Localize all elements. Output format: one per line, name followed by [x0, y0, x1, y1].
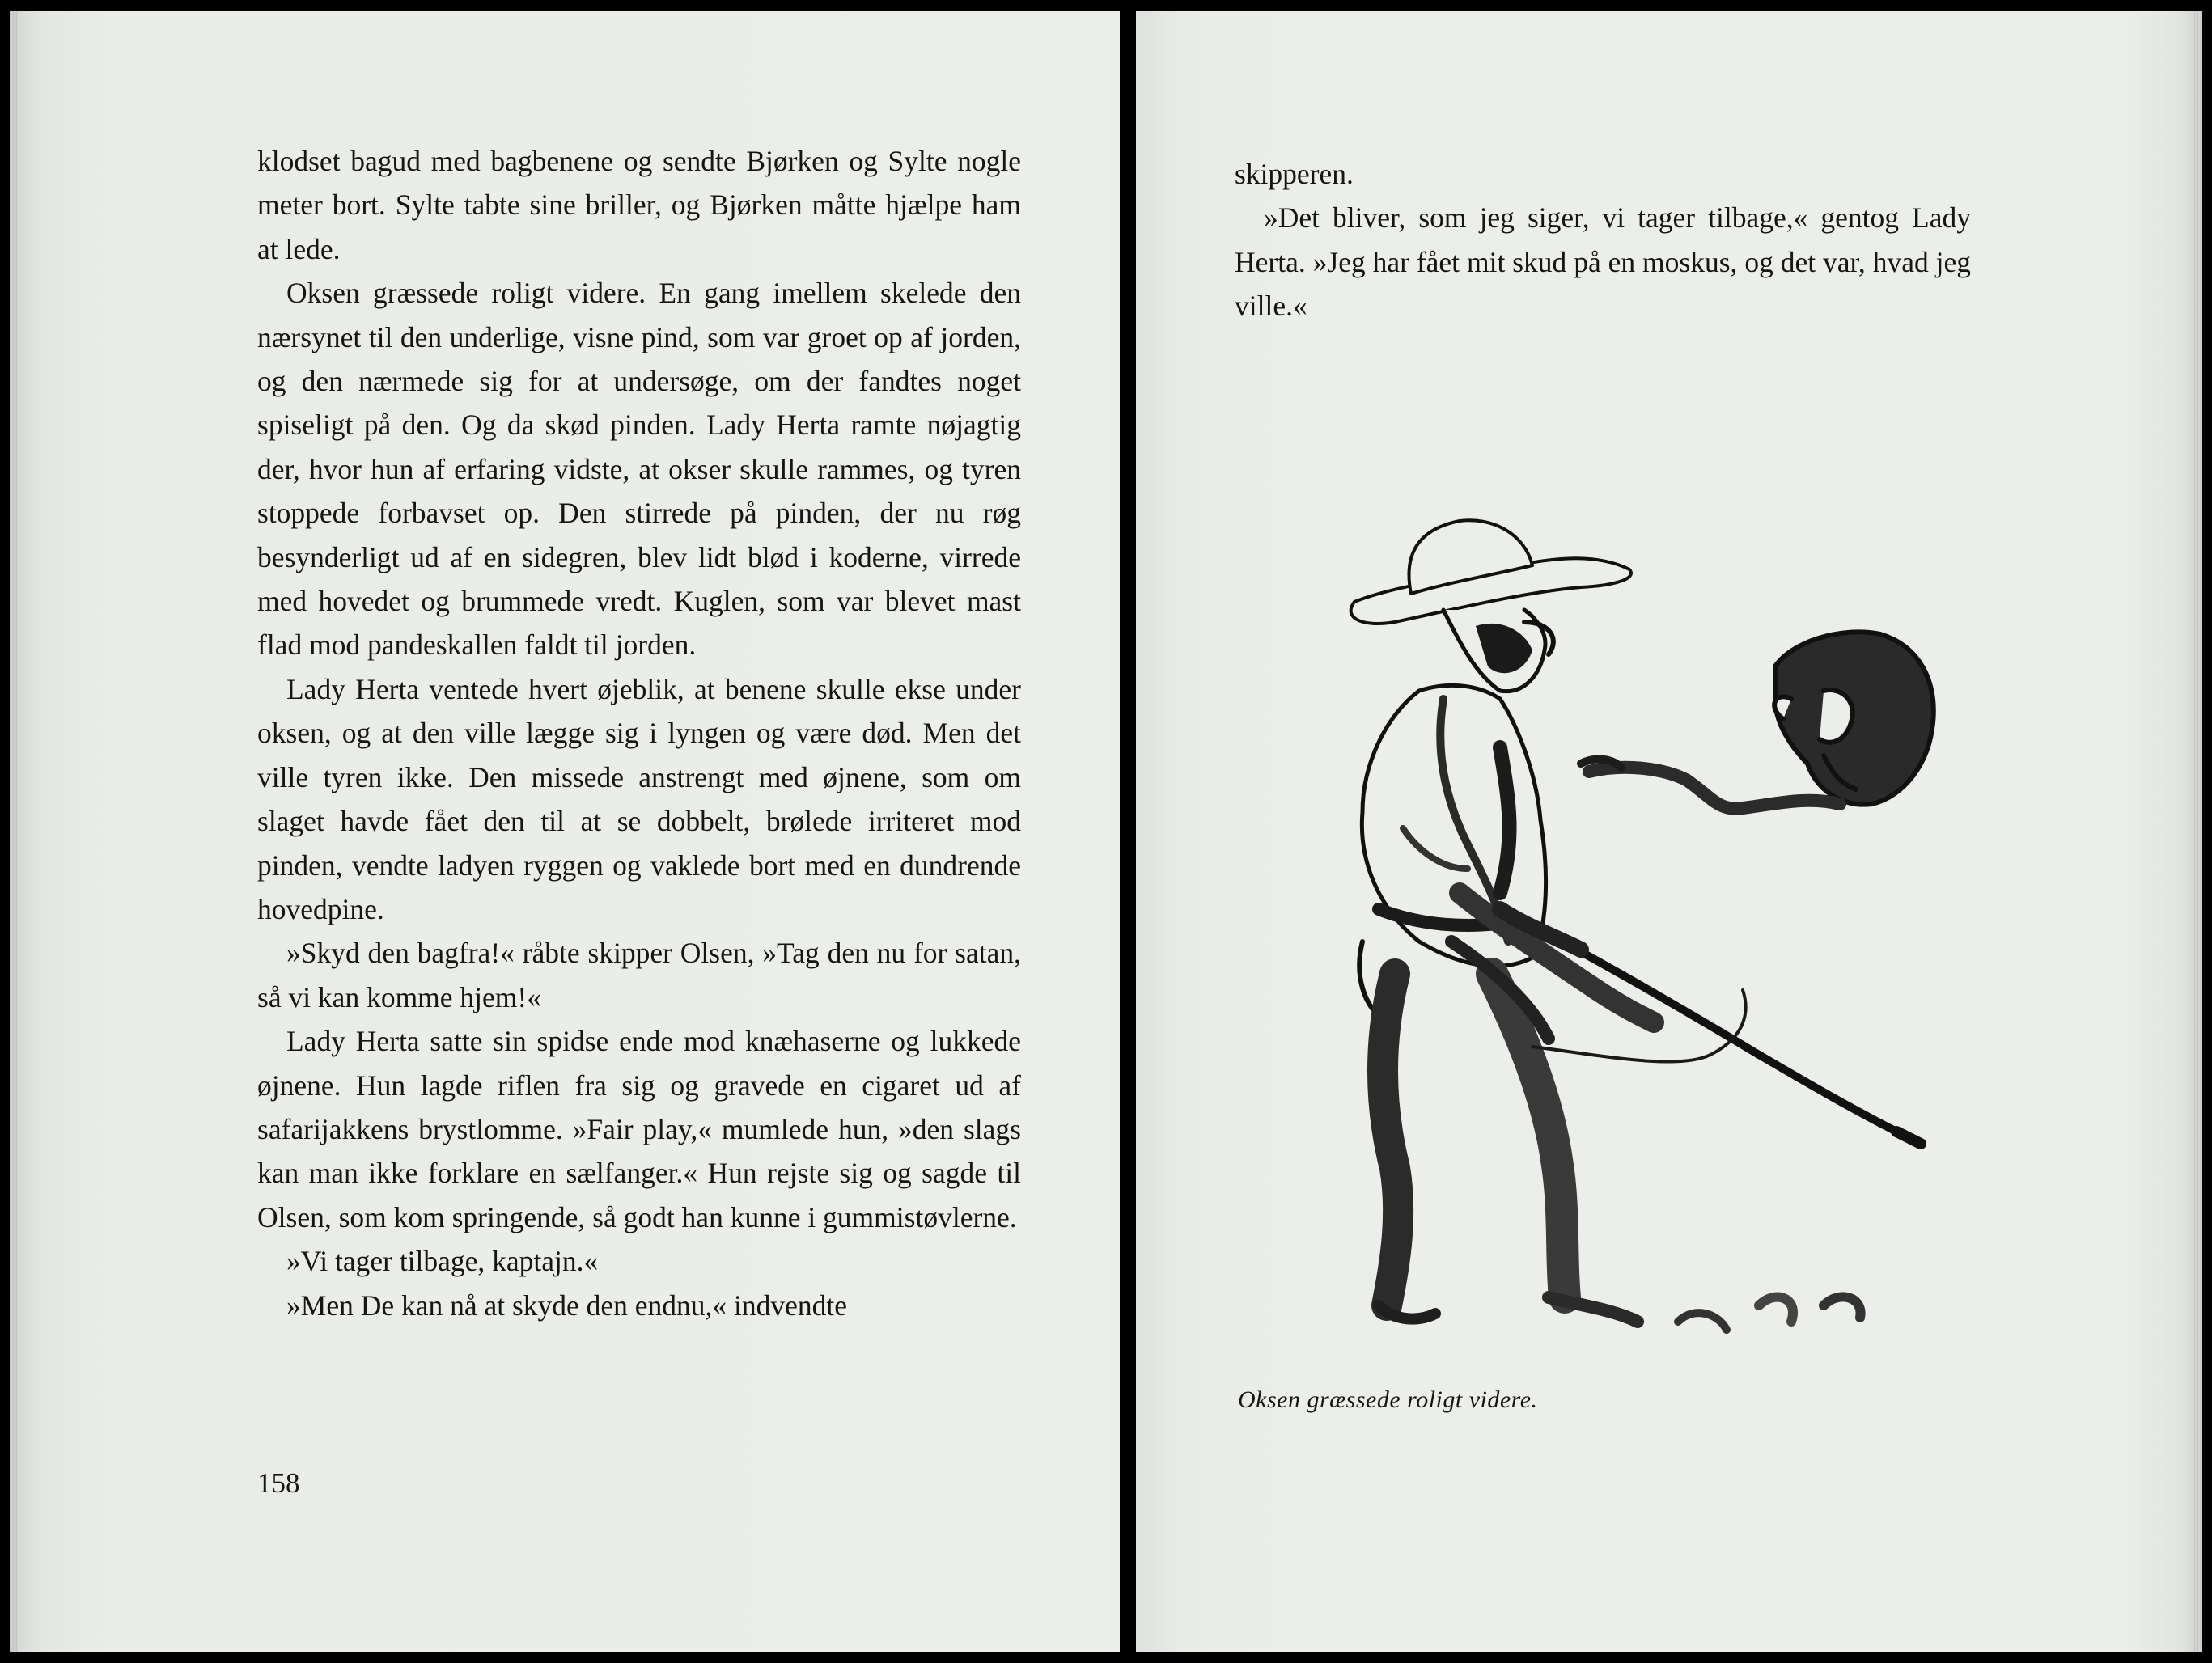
left-page: [10, 11, 1120, 1652]
paragraph: klodset bagud med bagbenene og sendte Bjørken og Sylte nogle meter bort. Sylte tabte sine briller, og Bjørken måtte hjælpe ham at lede.: [257, 145, 1021, 265]
left-leg: [1383, 974, 1398, 1305]
right-page-text: [1235, 152, 1971, 328]
page-number: 158: [257, 1467, 300, 1499]
smoke-trail: [1589, 768, 1840, 809]
left-page-text: [257, 139, 1021, 1327]
paragraph: »Skyd den bagfra!« råbte skipper Olsen, »Tag den nu for satan, så vi kan komme hjem!«: [257, 937, 1021, 1013]
paragraph: »Men De kan nå at skyde den endnu,« indvendte: [286, 1289, 848, 1322]
page-edge: [2194, 11, 2202, 1652]
paragraph: »Det bliver, som jeg siger, vi tager tilbage,« gentog Lady Herta. »Jeg har fået mit skud på en moskus, og det var, hvad jeg ville.«: [1235, 201, 1971, 323]
paragraph: skipperen.: [1235, 158, 1354, 190]
paragraph: Oksen græssede roligt videre. En gang imellem skelede den nærsynet til den underlige, visne pind, som var groet op af jorden, og den nærmede sig for at undersøge, om der fandtes noget spiseligt på den. Og da skød pinden. Lady Herta ramte nøjagtig der, hvor hun af erfaring vidste, at okser skulle rammes, og tyren stoppede forbavset op. Den stirrede på pinden, der nu røg besynderligt ud af en sidegren, blev lidt blød i koderne, virrede med hovedet og brummede vredt. Kuglen, som var blevet mast flad mod pandeskallen faldt til jorden.: [257, 277, 1021, 662]
page-edge: [10, 11, 18, 1652]
right-leg: [1492, 974, 1565, 1297]
hunter-illustration: [1257, 489, 1985, 1362]
illustration-caption: Oksen græssede roligt videre.: [1238, 1386, 1538, 1413]
paragraph: »Vi tager tilbage, kaptajn.«: [286, 1245, 599, 1278]
paragraph: Lady Herta ventede hvert øjeblik, at benene skulle ekse under oksen, og at den ville lægge sig i lyngen og være død. Men det ville tyren ikke. Den missede anstrengt med øjnene, som om slaget havde fået den til at se dobbelt, brølede irriteret mod pinden, vendte ladyen ryggen og vaklede bort med en dundrende hovedpine.: [257, 672, 1021, 925]
paragraph: Lady Herta satte sin spidse ende mod knæhaserne og lukkede øjnene. Hun lagde riflen fra sig og gravede en cigaret ud af safarijakkens brystlomme. »Fair play,« mumlede hun, »den slags kan man ikke forklare en sælfanger.« Hun rejste sig og sagde til Olsen, som kom springende, så godt han kunne i gummistøvlerne.: [257, 1025, 1021, 1233]
right-page: [1136, 11, 2202, 1652]
